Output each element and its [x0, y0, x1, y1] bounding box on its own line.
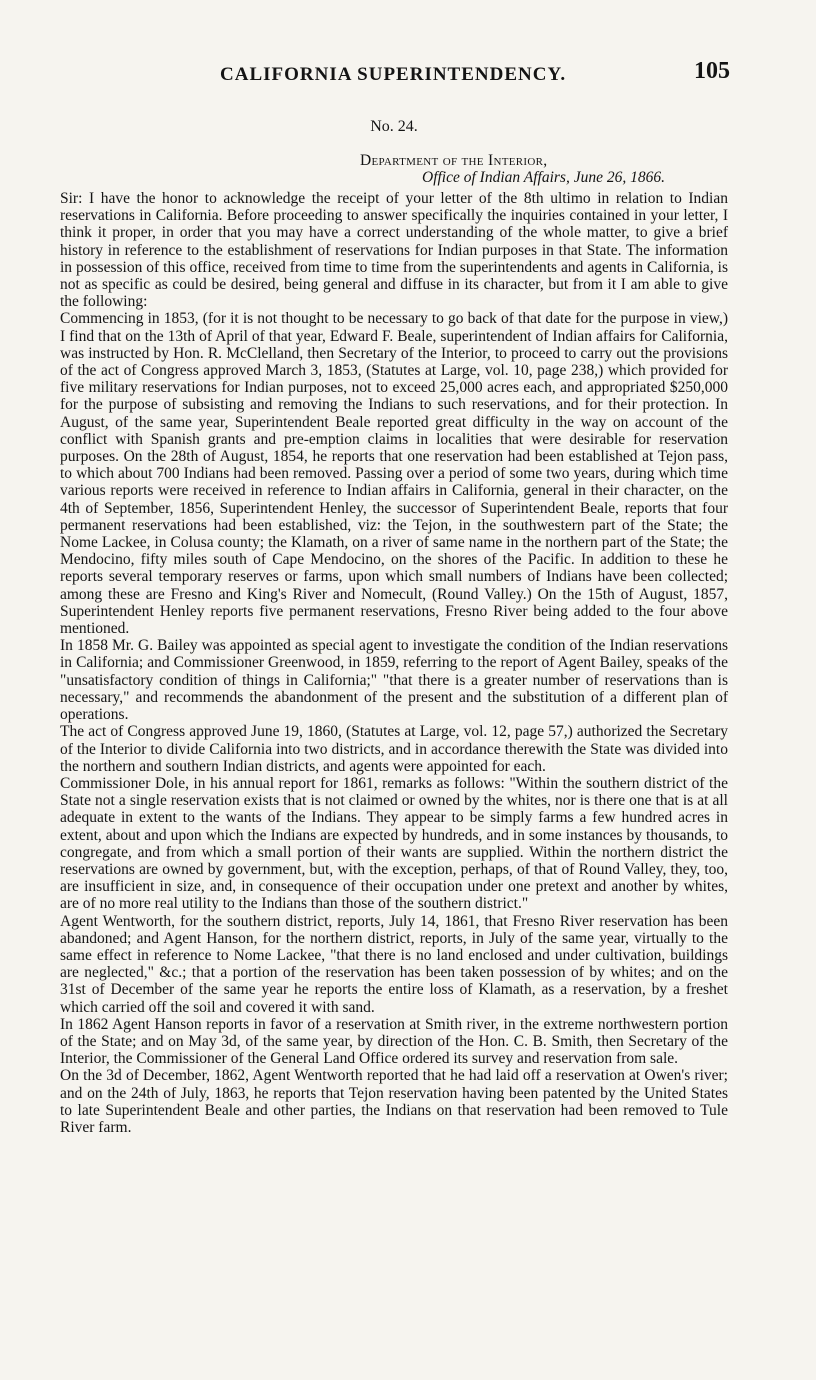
- office-date: Office of Indian Affairs, June 26, 1866.: [422, 169, 665, 186]
- paragraph-owens-river: On the 3d of December, 1862, Agent Wentworth reported that he had laid off a reservation at Owen's river; and on the 24th of July, 1863, he reports that Tejon reservation having been patented by the United States to late Superintendent Beale and other parties, the Indians on that reservation had been removed to Tule River farm.: [60, 1067, 728, 1136]
- paragraph-1858: In 1858 Mr. G. Bailey was appointed as special agent to investigate the condition of the Indian reservations in California; and Commissioner Greenwood, in 1859, referring to the report of Agent Bailey, speaks of the "unsatisfactory condition of things in California;" "that there is a greater number of reservations than is necessary," and recommends the abandonment of the present and the substitution of a different plan of operations.: [60, 637, 728, 724]
- dateline: [60, 152, 728, 186]
- running-title: CALIFORNIA SUPERINTENDENCY.: [220, 64, 567, 85]
- paragraph-1853: Commencing in 1853, (for it is not thought to be necessary to go back of that date for the purpose in view,) I find that on the 13th of April of that year, Edward F. Beale, superintendent of Indian affairs for California, was instructed by Hon. R. McClelland, then Secretary of the Interior, to proceed to carry out the provisions of the act of Congress approved March 3, 1853, (Statutes at Large, vol. 10, page 238,) which provided for five military reservations for Indian purposes, not to exceed 25,000 acres each, and appropriated $250,000 for the purpose of subsisting and removing the Indians to such reservations, and for their protection. In August, of the same year, Superintendent Beale reported great difficulty in the way on account of the conflict with Spanish grants and pre-emption claims in localities that were desirable for reservation purposes. On the 28th of August, 1854, he reports that one reservation had been established at Tejon pass, to which about 700 Indians had been removed. Passing over a period of some two years, during which time various reports were received in reference to Indian affairs in California, general in their character, on the 4th of September, 1856, Superintendent Henley, the successor of Superintendent Beale, reports that four permanent reservations had been established, viz: the Tejon, in the southwestern part of the State; the Nome Lackee, in Colusa county; the Klamath, on a river of same name in the northern part of the State; the Mendocino, fifty miles south of Cape Mendocino, on the shores of the Pacific. In addition to these he reports several temporary reserves or farms, upon which small numbers of Indians have been collected; among these are Fresno and King's River and Nomecult, (Round Valley.) On the 15th of August, 1857, Superintendent Henley reports five permanent reservations, Fresno River being added to the four above mentioned.: [60, 310, 728, 638]
- paragraph-1862-smith-river: In 1862 Agent Hanson reports in favor of a reservation at Smith river, in the extreme northwestern portion of the State; and on May 3d, of the same year, by direction of the Hon. C. B. Smith, then Secretary of the Interior, the Commissioner of the General Land Office ordered its survey and reservation from sale.: [60, 1015, 728, 1068]
- letter-body: [60, 190, 728, 1136]
- document-number: No. 24.: [370, 118, 418, 135]
- running-header: [60, 58, 728, 94]
- paragraph-act-1860: The act of Congress approved June 19, 1860, (Statutes at Large, vol. 12, page 57,) authorized the Secretary of the Interior to divide California into two districts, and in accordance therewith the State was divided into the northern and southern Indian districts, and agents were appointed for each.: [60, 723, 728, 775]
- department-heading: Department of the Interior,: [360, 152, 548, 169]
- paragraph-wentworth-hanson: Agent Wentworth, for the southern district, reports, July 14, 1861, that Fresno River reservation has been abandoned; and Agent Hanson, for the northern district, reports, in July of the same year, virtually to the same effect in reference to Nome Lackee, "that there is no land enclosed and under cultivation, buildings are neglected," &c.; that a portion of the reservation has been taken possession of by whites; and on the 31st of December of the same year he reports the entire loss of Klamath, as a reservation, by a freshet which carried off the soil and covered it with sand.: [60, 912, 728, 1016]
- page-number: 105: [694, 58, 730, 84]
- paragraph-salutation: Sir: I have the honor to acknowledge the receipt of your letter of the 8th ultimo in relation to Indian reservations in California. Before proceeding to answer specifically the inquiries contained in your letter, I think it proper, in order that you may have a correct understanding of the whole matter, to give a brief history in reference to the establishment of reservations for Indian purposes in that State. The information in possession of this office, received from time to time from the superintendents and agents in California, is not as specific as could be desired, being general and diffuse in its character, but from it I am able to give the following:: [60, 190, 728, 311]
- paragraph-dole-report: Commissioner Dole, in his annual report for 1861, remarks as follows: "Within the southern district of the State not a single reservation exists that is not claimed or owned by the whites, nor is there one that is at all adequate in extent to the wants of the Indians. They appear to be simply farms a few hundred acres in extent, about and upon which the Indians are expected by hundreds, and in some instances by thousands, to congregate, and from which a small portion of their wants are supplied. Within the northern district the reservations are owned by government, but, with the exception, perhaps, of that of Round Valley, they, too, are insufficient in size, and, in consequence of their occupation under one pretext and another by whites, are of no more real utility to the Indians than those of the southern district.": [60, 774, 728, 913]
